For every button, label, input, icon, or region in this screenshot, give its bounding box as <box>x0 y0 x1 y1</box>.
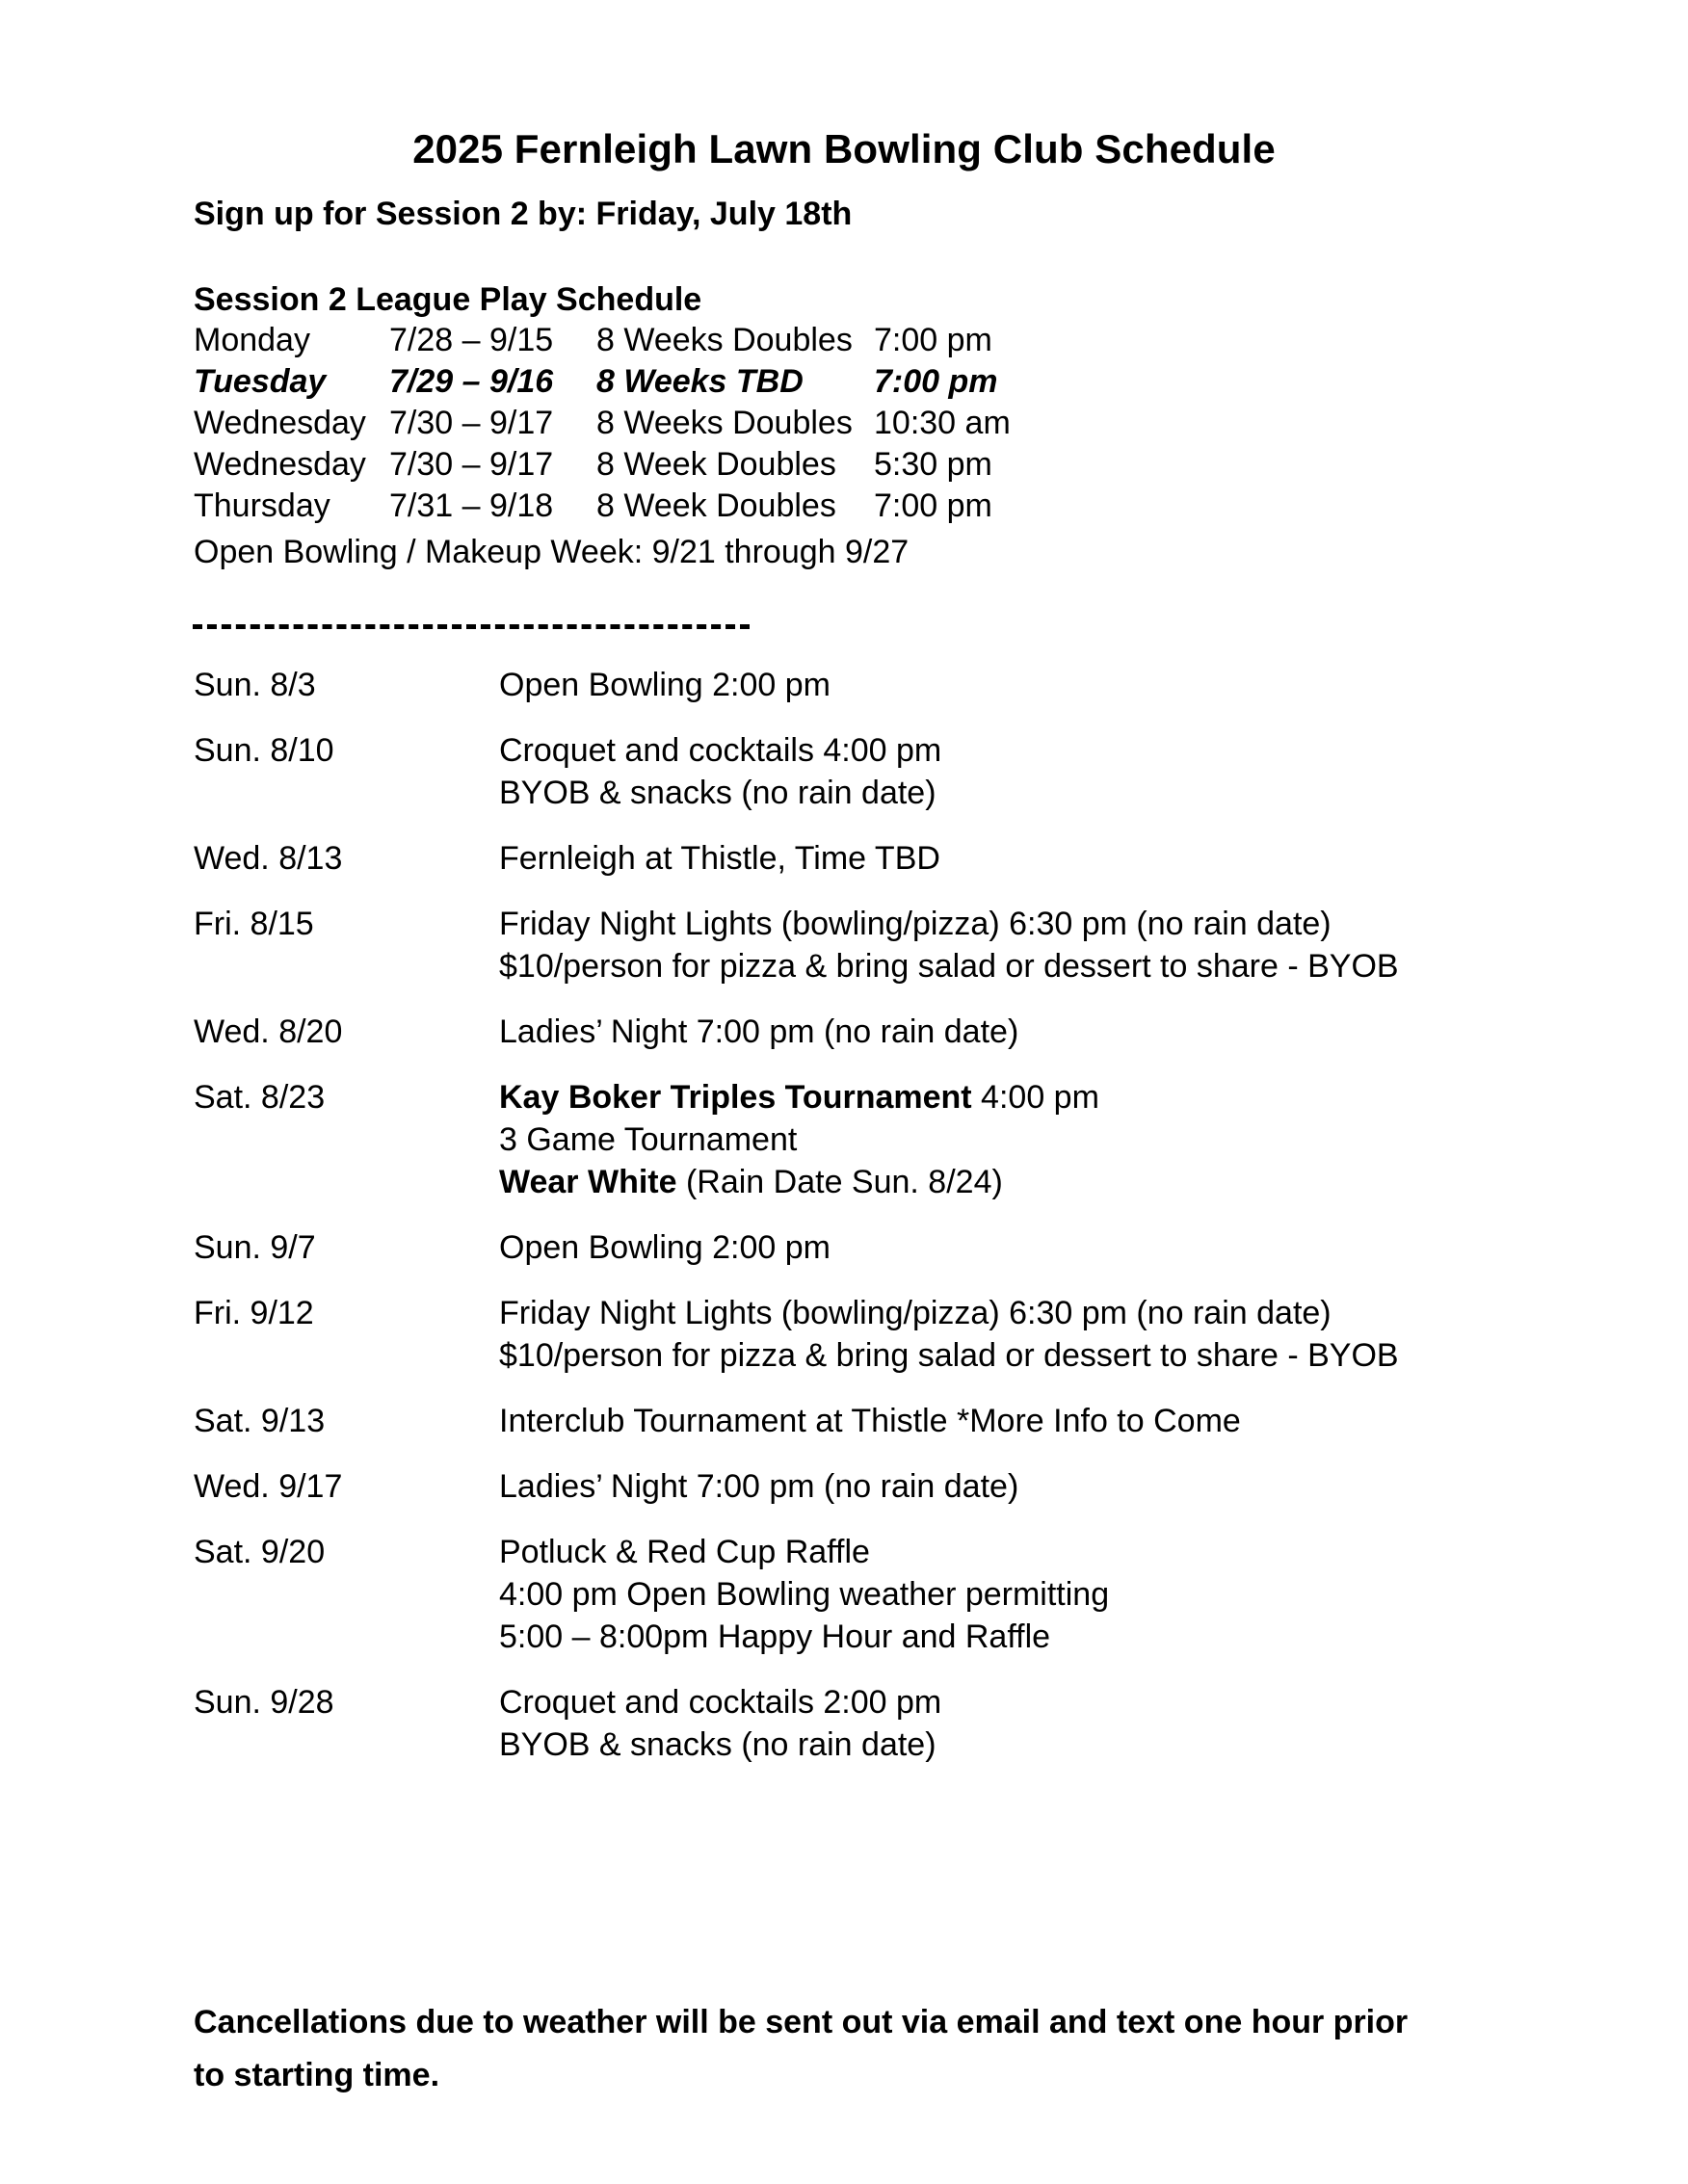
event-date: Wed. 9/17 <box>194 1468 343 1505</box>
event-detail-line <box>499 1161 1562 1203</box>
league-cell-dates: 7/31 – 9/18 <box>389 487 554 524</box>
league-cell-day: Wednesday <box>194 446 366 483</box>
section-divider <box>193 624 750 629</box>
league-cell-format: 8 Weeks Doubles <box>596 322 853 358</box>
event-text: Ladies’ Night 7:00 pm (no rain date) <box>499 1468 1019 1505</box>
league-cell-format: 8 Week Doubles <box>596 446 836 483</box>
league-cell-format: 8 Week Doubles <box>596 487 836 524</box>
event-text: Potluck & Red Cup Raffle <box>499 1534 870 1570</box>
league-cell-day: Wednesday <box>194 405 366 441</box>
event-text: Open Bowling 2:00 pm <box>499 667 831 703</box>
event-detail-line <box>499 772 1562 814</box>
event-text: Fernleigh at Thistle, Time TBD <box>499 840 940 877</box>
cancellation-policy-note: Cancellations due to weather will be sent out via email and text one hour prior to starting time. <box>194 2004 1409 2093</box>
event-date: Sun. 8/3 <box>194 667 316 703</box>
event-text: Interclub Tournament at Thistle *More Info to Come <box>499 1403 1241 1439</box>
league-cell-time: 5:30 pm <box>874 446 992 483</box>
league-cell-time: 10:30 am <box>874 405 1011 441</box>
event-text: Croquet and cocktails 2:00 pm <box>499 1684 942 1721</box>
event-detail-line <box>499 1011 1562 1053</box>
event-detail <box>499 729 1562 814</box>
event-detail <box>499 1292 1562 1377</box>
event-date: Sat. 9/20 <box>194 1534 326 1570</box>
league-table-row <box>194 361 1011 403</box>
event-row <box>194 1681 1562 1766</box>
event-text: Croquet and cocktails 4:00 pm <box>499 732 942 769</box>
league-cell-dates: 7/28 – 9/15 <box>389 322 554 358</box>
event-text: Ladies’ Night 7:00 pm (no rain date) <box>499 1013 1019 1050</box>
event-detail-line <box>499 1292 1562 1334</box>
event-text: $10/person for pizza & bring salad or dessert to share - BYOB <box>499 1337 1399 1374</box>
event-row <box>194 729 1562 814</box>
event-detail-line <box>499 664 1562 706</box>
event-text-emphasis: Kay Boker Triples Tournament <box>499 1079 972 1116</box>
event-detail-line <box>499 1616 1562 1658</box>
league-table-body <box>194 320 1011 527</box>
event-date: Sun. 9/7 <box>194 1229 316 1266</box>
event-text: Open Bowling 2:00 pm <box>499 1229 831 1266</box>
event-row <box>194 837 1562 880</box>
event-detail-line <box>499 1400 1562 1442</box>
event-row <box>194 664 1562 706</box>
league-cell-dates: 7/30 – 9/17 <box>389 446 554 483</box>
event-row <box>194 1076 1562 1203</box>
event-detail <box>499 1400 1562 1442</box>
event-text: 5:00 – 8:00pm Happy Hour and Raffle <box>499 1618 1051 1655</box>
event-detail-line <box>499 1681 1562 1724</box>
event-row <box>194 1465 1562 1508</box>
event-detail <box>499 664 1562 706</box>
event-date: Fri. 8/15 <box>194 906 314 942</box>
event-date: Fri. 9/12 <box>194 1295 314 1331</box>
event-detail-line <box>499 945 1562 987</box>
league-schedule-table <box>194 320 1011 527</box>
event-text: 4:00 pm <box>971 1079 1099 1116</box>
event-detail-line <box>499 837 1562 880</box>
event-detail <box>499 1531 1562 1658</box>
event-text: Friday Night Lights (bowling/pizza) 6:30 pm (no rain date) <box>499 906 1332 942</box>
league-cell-day: Tuesday <box>194 363 327 400</box>
event-row <box>194 1292 1562 1377</box>
event-detail-line <box>499 1724 1562 1766</box>
open-bowling-makeup-note: Open Bowling / Makeup Week: 9/21 through 9/27 <box>194 534 910 570</box>
league-cell-day: Thursday <box>194 487 330 524</box>
event-detail-line <box>499 1334 1562 1377</box>
league-cell-format: 8 Weeks TBD <box>596 363 804 400</box>
league-table-row <box>194 444 1011 486</box>
event-date: Wed. 8/13 <box>194 840 343 877</box>
event-date: Sun. 9/28 <box>194 1684 334 1721</box>
event-row <box>194 903 1562 987</box>
league-cell-format: 8 Weeks Doubles <box>596 405 853 441</box>
league-table-row <box>194 403 1011 444</box>
event-detail <box>499 1465 1562 1508</box>
event-date: Sat. 8/23 <box>194 1079 326 1116</box>
event-detail <box>499 1011 1562 1053</box>
event-detail <box>499 837 1562 880</box>
events-list <box>194 664 1562 1789</box>
event-date: Wed. 8/20 <box>194 1013 343 1050</box>
event-row <box>194 1400 1562 1442</box>
event-detail-line <box>499 1465 1562 1508</box>
event-detail-line <box>499 729 1562 772</box>
event-detail-line <box>499 1226 1562 1269</box>
league-play-section <box>194 279 1494 527</box>
event-row <box>194 1226 1562 1269</box>
league-cell-day: Monday <box>194 322 310 358</box>
league-cell-time: 7:00 pm <box>874 322 992 358</box>
event-text: 4:00 pm Open Bowling weather permitting <box>499 1576 1110 1613</box>
event-text: Friday Night Lights (bowling/pizza) 6:30 pm (no rain date) <box>499 1295 1332 1331</box>
signup-deadline-line: Sign up for Session 2 by: Friday, July 18th <box>194 196 853 232</box>
event-row <box>194 1531 1562 1658</box>
event-detail-line <box>499 1573 1562 1616</box>
event-text: BYOB & snacks (no rain date) <box>499 775 936 811</box>
event-text: $10/person for pizza & bring salad or dessert to share - BYOB <box>499 948 1399 985</box>
event-date: Sun. 8/10 <box>194 732 334 769</box>
event-detail <box>499 903 1562 987</box>
league-cell-time: 7:00 pm <box>874 487 992 524</box>
event-text: (Rain Date Sun. 8/24) <box>676 1164 1003 1200</box>
event-detail-line <box>499 1076 1562 1118</box>
league-cell-dates: 7/30 – 9/17 <box>389 405 554 441</box>
event-row <box>194 1011 1562 1053</box>
league-table-row <box>194 320 1011 361</box>
event-detail-line <box>499 1118 1562 1161</box>
event-detail <box>499 1681 1562 1766</box>
event-detail-line <box>499 903 1562 945</box>
league-table-row <box>194 486 1011 527</box>
event-detail <box>499 1226 1562 1269</box>
event-text: 3 Game Tournament <box>499 1121 798 1158</box>
page-title: 2025 Fernleigh Lawn Bowling Club Schedule <box>412 126 1276 172</box>
event-detail-line <box>499 1531 1562 1573</box>
league-section-heading: Session 2 League Play Schedule <box>194 281 702 318</box>
league-cell-dates: 7/29 – 9/16 <box>389 363 554 400</box>
event-date: Sat. 9/13 <box>194 1403 326 1439</box>
league-cell-time: 7:00 pm <box>874 363 998 400</box>
event-detail <box>499 1076 1562 1203</box>
event-text-emphasis: Wear White <box>499 1164 677 1200</box>
event-text: BYOB & snacks (no rain date) <box>499 1726 936 1763</box>
